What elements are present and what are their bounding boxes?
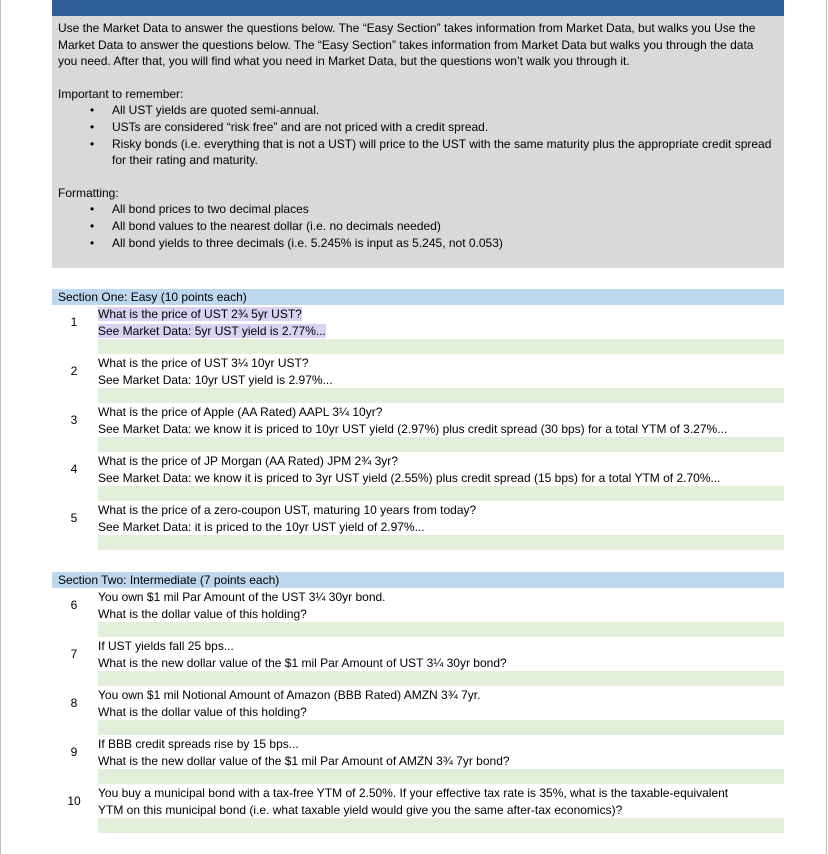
remember-item: • USTs are considered “risk free” and are not priced with a credit spread. bbox=[90, 119, 489, 134]
section-two-header: Section Two: Intermediate (7 points each) bbox=[52, 572, 784, 588]
answer-field[interactable] bbox=[98, 622, 784, 637]
question-text: If BBB credit spreads rise by 15 bps... bbox=[98, 737, 299, 751]
question-hint: See Market Data: it is priced to the 10yr UST yield of 2.97%... bbox=[98, 519, 425, 534]
remember-heading: Important to remember: bbox=[58, 86, 184, 101]
bullet-icon: • bbox=[90, 119, 95, 134]
question-text: What is the new dollar value of the $1 mil Par Amount of AMZN 3¾ 7yr bond? bbox=[98, 753, 510, 768]
question-text: What is the new dollar value of the $1 mil Par Amount of UST 3¼ 30yr bond? bbox=[98, 655, 507, 670]
answer-field[interactable] bbox=[98, 388, 784, 403]
question-text: What is the price of a zero-coupon UST, maturing 10 years from today? bbox=[98, 503, 477, 517]
instructions-box bbox=[52, 16, 784, 268]
answer-field[interactable] bbox=[98, 486, 784, 501]
question-text: If UST yields fall 25 bps... bbox=[98, 639, 234, 653]
question-text: YTM on this municipal bond (i.e. what taxable yield would give you the same after-tax economics)? bbox=[98, 802, 623, 817]
page-right-border bbox=[826, 0, 827, 854]
question-text: You buy a municipal bond with a tax-free YTM of 2.50%. If your effective tax rate is 35%, what is the taxable-equivalent bbox=[98, 786, 729, 800]
section-one-header: Section One: Easy (10 points each) bbox=[52, 289, 784, 305]
answer-field[interactable] bbox=[98, 339, 784, 354]
instructions-intro: Use the Market Data to answer the questions below. The “Easy Section” takes information from Market Data, but walks you Use the Market Data to answer the questions below. The “Easy Section” takes information from Market Data but walks you through the data you need. After that, you will find what you need in Market Data, but the questions won’t walk you through it. bbox=[58, 21, 756, 69]
question-text: What is the dollar value of this holding? bbox=[98, 704, 307, 719]
question-text[interactable]: What is the price of UST 2¾ 5yr UST? bbox=[98, 307, 302, 321]
question-number: 7 bbox=[70, 647, 78, 661]
remember-item: • Risky bonds (i.e. everything that is not a UST) will price to the UST with the same maturity plus the appropriate credit spread for their rating and maturity. bbox=[90, 136, 772, 168]
bullet-icon: • bbox=[90, 218, 95, 233]
formatting-item: • All bond prices to two decimal places bbox=[90, 202, 309, 217]
question-text: What is the price of Apple (AA Rated) AAPL 3¼ 10yr? bbox=[98, 405, 383, 419]
answer-field[interactable] bbox=[98, 535, 784, 550]
question-number: 10 bbox=[67, 794, 81, 808]
question-hint: See Market Data: we know it is priced to 3yr UST yield (2.55%) plus credit spread (15 bps) for a total YTM of 2.70%... bbox=[98, 470, 721, 485]
question-number: 1 bbox=[70, 315, 78, 329]
question-hint: See Market Data: 10yr UST yield is 2.97%... bbox=[98, 372, 333, 387]
question-number: 8 bbox=[70, 696, 78, 710]
formatting-heading: Formatting: bbox=[58, 185, 119, 200]
answer-field[interactable] bbox=[98, 720, 784, 735]
formatting-list bbox=[58, 201, 776, 251]
top-header-bar bbox=[52, 0, 784, 16]
question-text: You own $1 mil Par Amount of the UST 3¼ 30yr bond. bbox=[98, 590, 386, 604]
answer-field[interactable] bbox=[98, 437, 784, 452]
remember-list bbox=[58, 102, 776, 168]
formatting-item: • All bond values to the nearest dollar (i.e. no decimals needed) bbox=[90, 218, 441, 233]
question-number: 2 bbox=[70, 364, 78, 378]
answer-field[interactable] bbox=[98, 818, 784, 833]
question-number: 4 bbox=[70, 462, 78, 476]
bullet-icon: • bbox=[90, 136, 95, 151]
question-text: What is the price of UST 3¼ 10yr UST? bbox=[98, 356, 309, 370]
question-number: 9 bbox=[70, 745, 78, 759]
question-hint: See Market Data: we know it is priced to 10yr UST yield (2.97%) plus credit spread (30 bps) for a total YTM of 3.27%... bbox=[98, 421, 728, 436]
question-hint[interactable]: See Market Data: 5yr UST yield is 2.77%... bbox=[98, 323, 326, 338]
answer-field[interactable] bbox=[98, 671, 784, 686]
question-text: You own $1 mil Notional Amount of Amazon (BBB Rated) AMZN 3¾ 7yr. bbox=[98, 688, 481, 702]
remember-item: • All UST yields are quoted semi-annual. bbox=[90, 103, 320, 118]
bullet-icon: • bbox=[90, 202, 95, 217]
question-text: What is the dollar value of this holding? bbox=[98, 606, 307, 621]
formatting-item: • All bond yields to three decimals (i.e. 5.245% is input as 5.245, not 0.053) bbox=[90, 235, 503, 250]
answer-field[interactable] bbox=[98, 769, 784, 784]
bullet-icon: • bbox=[90, 235, 95, 250]
question-number: 5 bbox=[70, 511, 78, 525]
question-text: What is the price of JP Morgan (AA Rated) JPM 2¾ 3yr? bbox=[98, 454, 398, 468]
bullet-icon: • bbox=[90, 103, 95, 118]
question-number: 6 bbox=[70, 598, 78, 612]
page-left-border bbox=[0, 0, 1, 854]
question-number: 3 bbox=[70, 413, 78, 427]
